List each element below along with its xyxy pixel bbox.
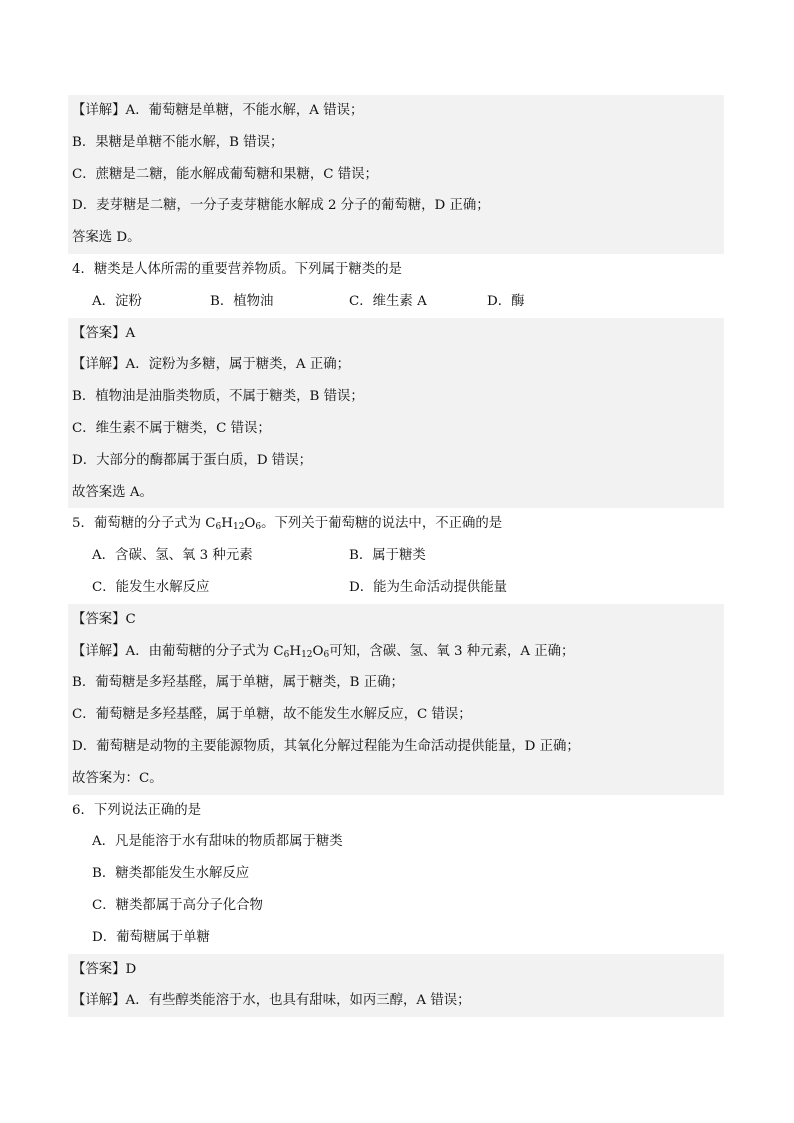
q4-answer: 【答案】A: [68, 318, 724, 350]
q4-detail-b: B．植物油是油脂类物质，不属于糖类，B 错误；: [68, 381, 724, 413]
q4-conclusion: 故答案选 A。: [68, 477, 724, 509]
q4-detail-d: D．大部分的酶都属于蛋白质，D 错误；: [68, 445, 724, 477]
q6-option-b: B．糖类都能发生水解反应: [92, 866, 250, 882]
q5-detail-d: D．葡萄糖是动物的主要能源物质，其氧化分解过程能为生命活动提供能量，D 正确；: [68, 731, 724, 763]
q3-conclusion: 答案选 D。: [68, 222, 724, 254]
q5-conclusion: 故答案为：C。: [68, 763, 724, 795]
q4-detail-a: 【详解】A．淀粉为多糖，属于糖类，A 正确；: [68, 349, 724, 381]
q3-detail-a: 【详解】A．葡萄糖是单糖，不能水解，A 错误；: [68, 95, 724, 127]
q4-option-c: C．维生素 A: [349, 293, 427, 309]
q6-option-c: C．糖类都属于高分子化合物: [92, 897, 263, 913]
q5-options-row1: [68, 540, 724, 572]
q3-detail-c: C．蔗糖是二糖，能水解成葡萄糖和果糖，C 错误；: [68, 159, 724, 191]
q5-option-b: B．属于糖类: [349, 548, 426, 564]
q6-option-d: D．葡萄糖属于单糖: [92, 929, 210, 945]
q5-detail-a: 【详解】A．由葡萄糖的分子式为 $C_6H_{12}O_6$可知，含碳、氢、氧 3 种元素，A 正确；: [68, 636, 724, 668]
q3-detail-d: D．麦芽糖是二糖，一分子麦芽糖能水解成 2 分子的葡萄糖，D 正确；: [68, 190, 724, 222]
q5-detail-c: C．葡萄糖是多羟基醛，属于单糖，故不能发生水解反应，C 错误；: [68, 699, 724, 731]
document-page: [68, 95, 724, 1017]
q6-option-a: A．凡是能溶于水有甜味的物质都属于糖类: [92, 834, 343, 850]
q5-options-row2: [68, 572, 724, 604]
q5-option-a: A．含碳、氢、氧 3 种元素: [92, 548, 253, 564]
q3-detail-b: B．果糖是单糖不能水解，B 错误；: [68, 127, 724, 159]
q4-option-a: A．淀粉: [92, 293, 142, 309]
q6-stem: 6．下列说法正确的是: [72, 802, 202, 818]
q5-option-c: C．能发生水解反应: [92, 579, 210, 595]
q5-stem: 5．葡萄糖的分子式为 $C_6H_{12}O_6$。下列关于葡萄糖的说法中，不正确的是: [72, 516, 503, 533]
q4-detail-c: C．维生素不属于糖类，C 错误；: [68, 413, 724, 445]
q4-option-b: B．植物油: [210, 293, 274, 309]
q4-options: [68, 286, 724, 318]
q5-option-d: D．能为生命活动提供能量: [349, 579, 508, 595]
q6-answer: 【答案】D: [68, 954, 724, 986]
q4-option-d: D．酶: [487, 293, 525, 309]
q5-detail-b: B．葡萄糖是多羟基醛，属于单糖，属于糖类，B 正确；: [68, 667, 724, 699]
q6-detail-a: 【详解】A．有些醇类能溶于水，也具有甜味，如丙三醇，A 错误；: [68, 985, 724, 1017]
q5-answer: 【答案】C: [68, 604, 724, 636]
q4-stem: 4．糖类是人体所需的重要营养物质。下列属于糖类的是: [72, 261, 402, 277]
